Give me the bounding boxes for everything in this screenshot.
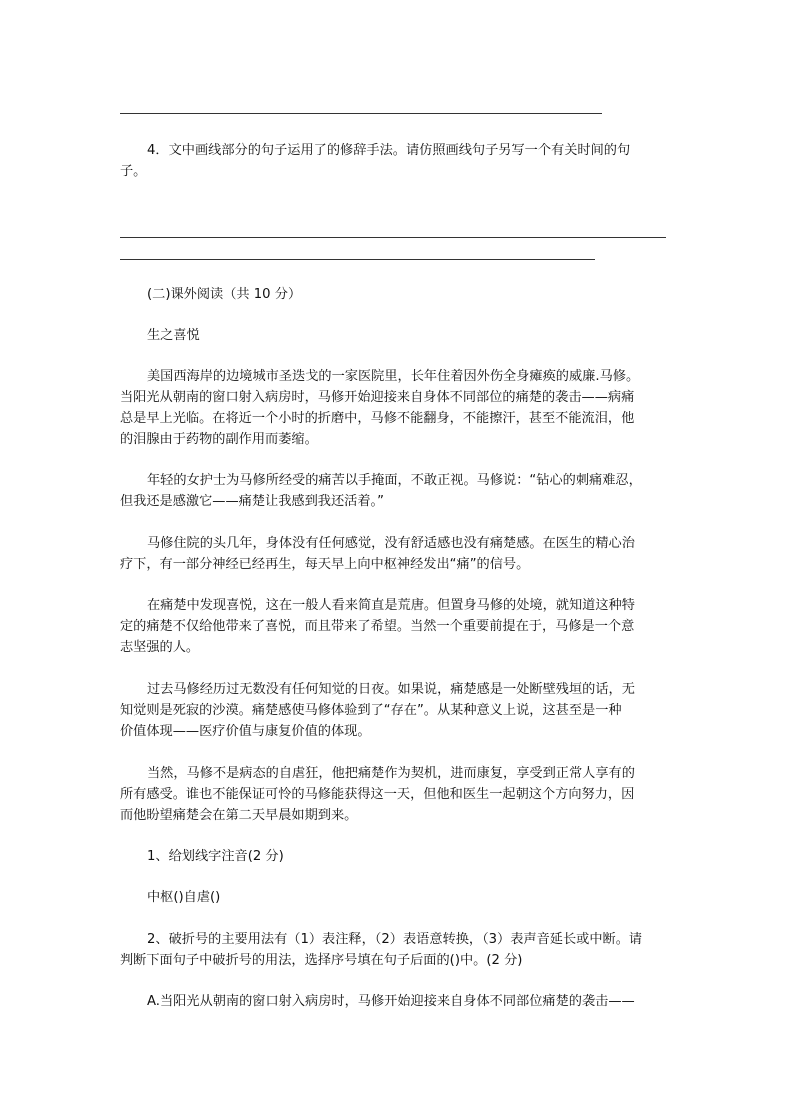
article-title: 生之喜悦 bbox=[147, 328, 200, 343]
paragraph-1 bbox=[120, 366, 670, 450]
paragraph-6 bbox=[120, 763, 670, 826]
paragraph-line: 知觉则是死寂的沙漠。痛楚感使马修体验到了“存在”。从某种意义上说，这甚至是一种 bbox=[120, 703, 622, 718]
answer-line-top bbox=[120, 113, 602, 114]
paragraph-line: 价值体现——医疗价值与康复价值的体现。 bbox=[120, 724, 371, 739]
question-4-line-1: 4．文中画线部分的句子运用了的修辞手法。请仿照画线句子另写一个有关时间的句 bbox=[147, 143, 631, 158]
question-1-items: 中枢()自虐() bbox=[147, 890, 221, 905]
question-2 bbox=[120, 929, 670, 971]
paragraph-3 bbox=[120, 533, 670, 575]
paragraph-5 bbox=[120, 679, 670, 742]
section-heading: (二)课外阅读（共 10 分） bbox=[147, 287, 302, 302]
paragraph-line: 而他盼望痛楚会在第二天早晨如期到来。 bbox=[120, 808, 358, 823]
paragraph-2 bbox=[120, 470, 670, 512]
question-4-line-2: 子。 bbox=[120, 164, 147, 179]
answer-line-2 bbox=[120, 259, 595, 260]
paragraph-line: 所有感受。谁也不能保证可怜的马修能获得这一天，但他和医生一起朝这个方向努力，因 bbox=[120, 787, 635, 802]
paragraph-line: 但我还是感激它——痛楚让我感到我还活着。” bbox=[120, 494, 384, 509]
paragraph-line: 在痛楚中发现喜悦，这在一般人看来简直是荒唐。但置身马修的处境，就知道这种特 bbox=[147, 598, 635, 613]
paragraph-line: 马修住院的头几年，身体没有任何感觉，没有舒适感也没有痛楚感。在医生的精心治 bbox=[147, 536, 635, 551]
question-2-line-1: 2、破折号的主要用法有（1）表注释，（2）表语意转换，（3）表声音延长或中断。请 bbox=[147, 932, 643, 947]
question-1-prompt: 1、给划线字注音(2 分) bbox=[147, 849, 284, 864]
answer-line-1 bbox=[120, 237, 666, 238]
paragraph-line: 总是早上光临。在将近一个小时的折磨中，马修不能翻身，不能擦汗，甚至不能流泪，他 bbox=[120, 411, 635, 426]
question-2-option-a: A.当阳光从朝南的窗口射入病房时，马修开始迎接来自身体不同部位痛楚的袭击—— bbox=[147, 994, 635, 1009]
paragraph-line: 过去马修经历过无数没有任何知觉的日夜。如果说，痛楚感是一处断壁残垣的话，无 bbox=[147, 682, 635, 697]
paragraph-line: 美国西海岸的边境城市圣迭戈的一家医院里，长年住着因外伤全身瘫痪的威廉.马修。 bbox=[147, 369, 640, 384]
paragraph-line: 当然，马修不是病态的自虐狂，他把痛楚作为契机，进而康复，享受到正常人享有的 bbox=[147, 766, 635, 781]
question-2-line-2: 判断下面句子中破折号的用法，选择序号填在句子后面的()中。(2 分) bbox=[120, 953, 523, 968]
paragraph-4 bbox=[120, 595, 670, 658]
paragraph-line: 年轻的女护士为马修所经受的痛苦以手掩面，不敢正视。马修说：“钻心的刺痛难忍， bbox=[147, 473, 642, 488]
paragraph-line: 志坚强的人。 bbox=[120, 640, 200, 655]
question-4 bbox=[120, 140, 670, 182]
paragraph-line: 疗下，有一部分神经已经再生，每天早上向中枢神经发出“痛”的信号。 bbox=[120, 557, 530, 572]
paragraph-line: 定的痛楚不仅给他带来了喜悦，而且带来了希望。当然一个重要前提在于，马修是一个意 bbox=[120, 619, 635, 634]
paragraph-line: 的泪腺由于药物的副作用而萎缩。 bbox=[120, 432, 318, 447]
paragraph-line: 当阳光从朝南的窗口射入病房时，马修开始迎接来自身体不同部位的痛楚的袭击——病痛 bbox=[120, 390, 635, 405]
